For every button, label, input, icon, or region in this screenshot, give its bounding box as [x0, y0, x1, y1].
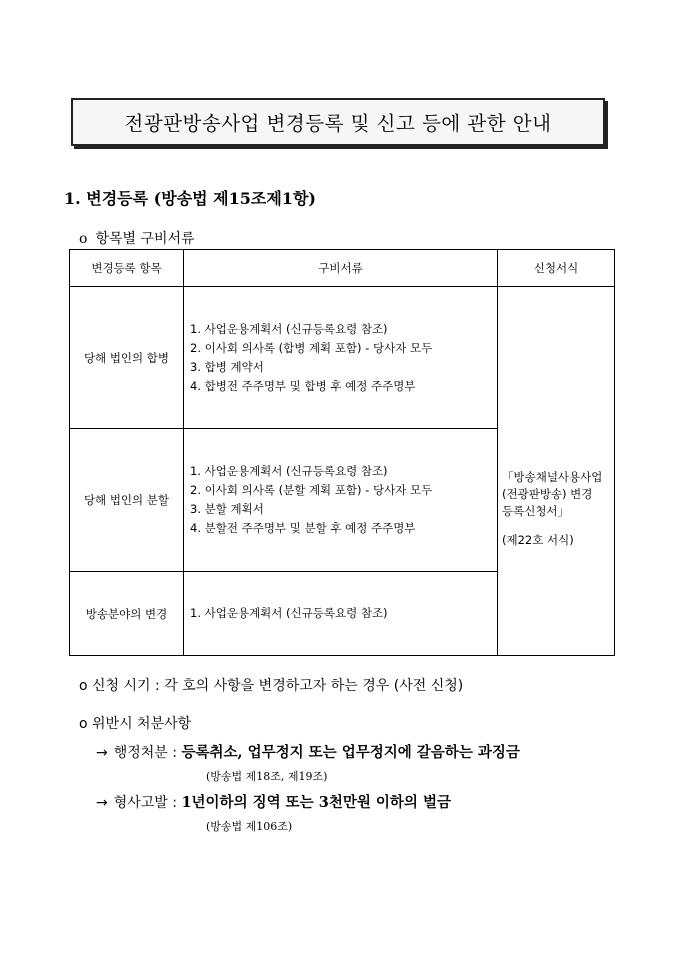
form-line: 등록신청서」 [502, 504, 570, 518]
doc-line: 3. 합병 계약서 [190, 359, 264, 374]
row-item: 당해 법인의 합병 [70, 287, 184, 429]
title-box [71, 98, 605, 146]
form-line: 「방송채널사용사업 [502, 470, 603, 484]
admin-penalty [96, 741, 520, 762]
subheading-text: 항목별 구비서류 [95, 231, 195, 247]
bullet: o [79, 231, 88, 247]
arrow-icon: → [96, 745, 108, 761]
row-item: 당해 법인의 분할 [70, 429, 184, 572]
criminal-ref: (방송법 제106조) [206, 820, 293, 833]
doc-line: 4. 분할전 주주명부 및 분할 후 예정 주주명부 [190, 521, 416, 535]
subheading [79, 228, 195, 248]
form-code: (제22호 서식) [502, 533, 574, 547]
doc-line: 4. 합병전 주주명부 및 합병 후 예정 주주명부 [190, 378, 416, 393]
admin-label: 행정처분 : [113, 745, 177, 761]
doc-line: 3. 분할 계획서 [190, 502, 264, 516]
criminal-label: 형사고발 : [113, 795, 177, 811]
application-time: o 신청 시기 : 각 호의 사항을 변경하고자 하는 경우 (사전 신청) [79, 678, 464, 694]
form-line: (전광판방송) 변경 [502, 487, 593, 501]
criminal-penalty [96, 791, 451, 812]
header-form: 신청서식 [498, 250, 615, 287]
criminal-value: 1년이하의 징역 또는 3천만원 이하의 벌금 [181, 794, 451, 811]
admin-value: 등록취소, 업무정지 또는 업무정지에 갈음하는 과징금 [181, 744, 520, 761]
row-docs [184, 429, 498, 572]
doc-line: 2. 이사회 의사록 (분할 계획 포함) - 당사자 모두 [190, 483, 433, 497]
page-title: 전광판방송사업 변경등록 및 신고 등에 관한 안내 [124, 112, 552, 135]
violation-heading: o 위반시 처분사항 [79, 716, 192, 732]
table-row [70, 287, 615, 429]
admin-ref: (방송법 제18조, 제19조) [206, 770, 328, 783]
form-cell [498, 287, 615, 656]
documents-table [69, 249, 615, 656]
section-heading: 1. 변경등록 (방송법 제15조제1항) [64, 189, 316, 208]
row-docs [184, 572, 498, 656]
doc-line: 1. 사업운용계획서 (신규등록요령 참조) [190, 464, 388, 478]
arrow-icon: → [96, 795, 108, 811]
header-item: 변경등록 항목 [70, 250, 184, 287]
header-docs: 구비서류 [184, 250, 498, 287]
row-item: 방송분야의 변경 [70, 572, 184, 656]
table-header-row [70, 250, 615, 287]
doc-line: 2. 이사회 의사록 (합병 계획 포함) - 당사자 모두 [190, 340, 433, 355]
doc-line: 1. 사업운용계획서 (신규등록요령 참조) [190, 606, 388, 620]
doc-line: 1. 사업운용계획서 (신규등록요령 참조) [190, 321, 388, 336]
row-docs [184, 287, 498, 429]
